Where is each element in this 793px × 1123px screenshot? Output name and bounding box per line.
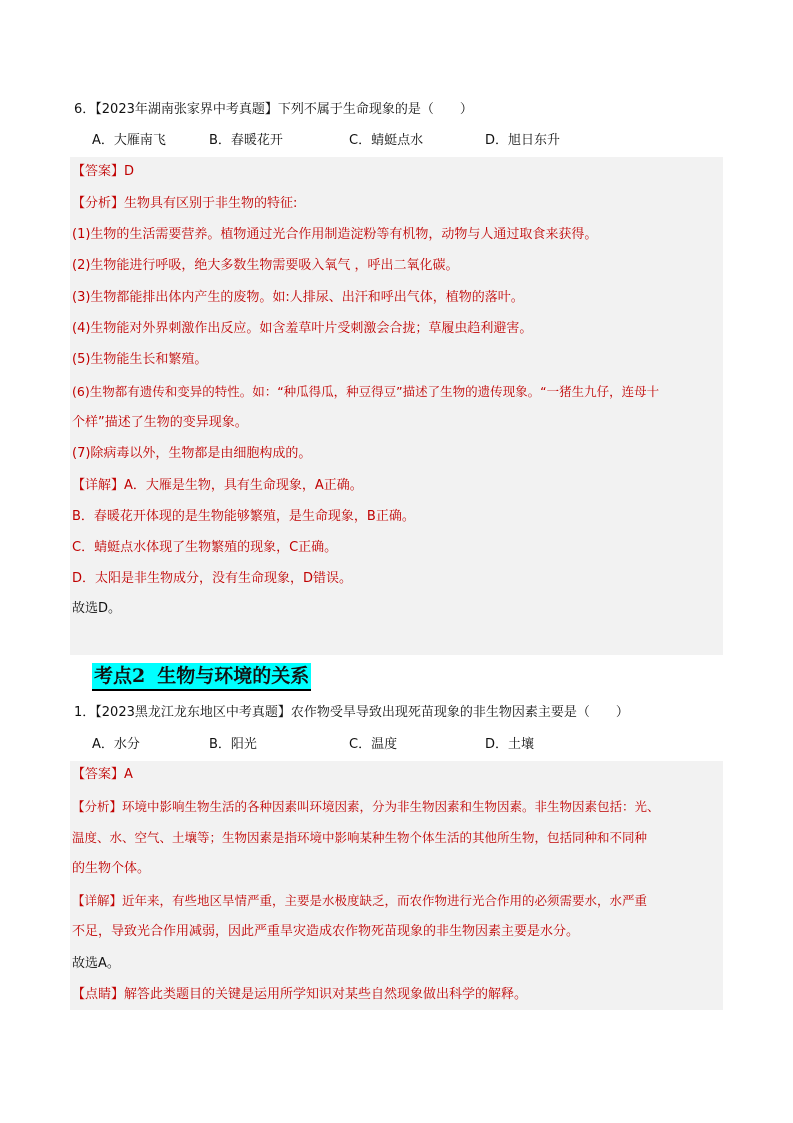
detail-line: D．太阳是非生物成分，没有生命现象，D错误。 [72, 571, 353, 586]
question-1-stem [74, 703, 629, 723]
section-prefix: 考点 [94, 665, 133, 687]
detail-line [72, 891, 647, 911]
detail-text: 近年来，有些地区旱情严重，主要是水极度缺乏，而农作物进行光合作用的必须需要水，水严重 [122, 893, 648, 908]
comment-line [72, 985, 527, 1005]
analysis-point: (3)生物都能排出体内产生的废物。如:人排尿、出汗和呼出气体，植物的落叶。 [72, 290, 524, 305]
option-a: A．水分 [92, 737, 140, 752]
analysis-text: 生物具有区别于非生物的特征: [124, 196, 298, 211]
analysis-text: 环境中影响生物生活的各种因素叫环境因素，分为非生物因素和生物因素。非生物因素包括：光、 [122, 799, 660, 814]
analysis-point: (6)生物都有遗传和变异的特性。如：“种瓜得瓜，种豆得豆”描述了生物的遗传现象。“一猪生九仔，连母十 [72, 384, 660, 399]
detail-line: B．春暖花开体现的是生物能够繁殖，是生命现象，B正确。 [72, 509, 415, 524]
analysis-line: 温度、水、空气、土壤等；生物因素是指环境中影响某种生物个体生活的其他所生物，包括同种和不同种 [72, 830, 648, 845]
question-source: 【2023年湖南张家界中考真题】 [95, 102, 278, 117]
section-heading [92, 663, 311, 691]
option-d: D．旭日东升 [485, 133, 561, 148]
question-source: 【2023黑龙江龙东地区中考真题】 [95, 705, 291, 720]
question-number: 6． [74, 102, 96, 117]
choice-line: 故选D。 [72, 601, 122, 616]
analysis-point: (4)生物能对外界刺激作出反应。如含羞草叶片受刺激会合拢；草履虫趋利避害。 [72, 321, 533, 336]
option-b: B．春暖花开 [209, 133, 283, 148]
answer-tag: 【答案】 [72, 767, 125, 782]
question-text: 农作物受旱导致出现死苗现象的非生物因素主要是（ ） [290, 705, 629, 720]
analysis-tag: 【分析】 [72, 196, 125, 211]
answer-tag: 【答案】 [72, 164, 125, 179]
question-number: 1． [74, 705, 96, 720]
comment-tag: 【点睛】 [72, 987, 125, 1002]
analysis-line: 的生物个体。 [72, 861, 151, 876]
analysis-point: (2)生物能进行呼吸，绝大多数生物需要吸入氧气 ，呼出二氧化碳。 [72, 258, 459, 273]
option-b: B．阳光 [209, 737, 257, 752]
detail-tag: 【详解】 [72, 893, 123, 908]
question-text: 下列不属于生命现象的是（ ） [277, 102, 473, 117]
answer-value: D [124, 164, 135, 179]
detail-line [72, 476, 363, 496]
section-number: 2 [132, 665, 146, 687]
comment-text: 解答此类题目的关键是运用所学知识对某些自然现象做出科学的解释。 [124, 987, 528, 1002]
analysis-point: (5)生物能生长和繁殖。 [72, 352, 208, 367]
option-c: C．温度 [349, 737, 398, 752]
detail-text: A．大雁是生物，具有生命现象，A正确。 [124, 478, 363, 493]
analysis-point: (1)生物的生活需要营养。植物通过光合作用制造淀粉等有机物，动物与人通过取食来获得。 [72, 227, 598, 242]
analysis-point: (7)除病毒以外，生物都是由细胞构成的。 [72, 446, 312, 461]
answer-line [72, 765, 133, 785]
analysis-line [72, 194, 297, 214]
choice-line: 故选A。 [72, 956, 120, 971]
detail-line: 不足，导致光合作用减弱，因此严重旱灾造成农作物死苗现象的非生物因素主要是水分。 [72, 924, 580, 939]
question-6-stem [74, 100, 473, 120]
option-d: D．土壤 [485, 737, 535, 752]
detail-tag: 【详解】 [72, 478, 125, 493]
detail-line: C．蜻蜓点水体现了生物繁殖的现象，C正确。 [72, 540, 338, 555]
answer-line [72, 162, 134, 182]
analysis-point: 个样”描述了生物的变异现象。 [72, 415, 248, 430]
option-c: C．蜻蜓点水 [349, 133, 424, 148]
option-a: A．大雁南飞 [92, 133, 166, 148]
analysis-tag: 【分析】 [72, 799, 123, 814]
answer-value: A [124, 767, 133, 782]
section-title: 生物与环境的关系 [157, 665, 310, 687]
analysis-line [72, 797, 660, 817]
